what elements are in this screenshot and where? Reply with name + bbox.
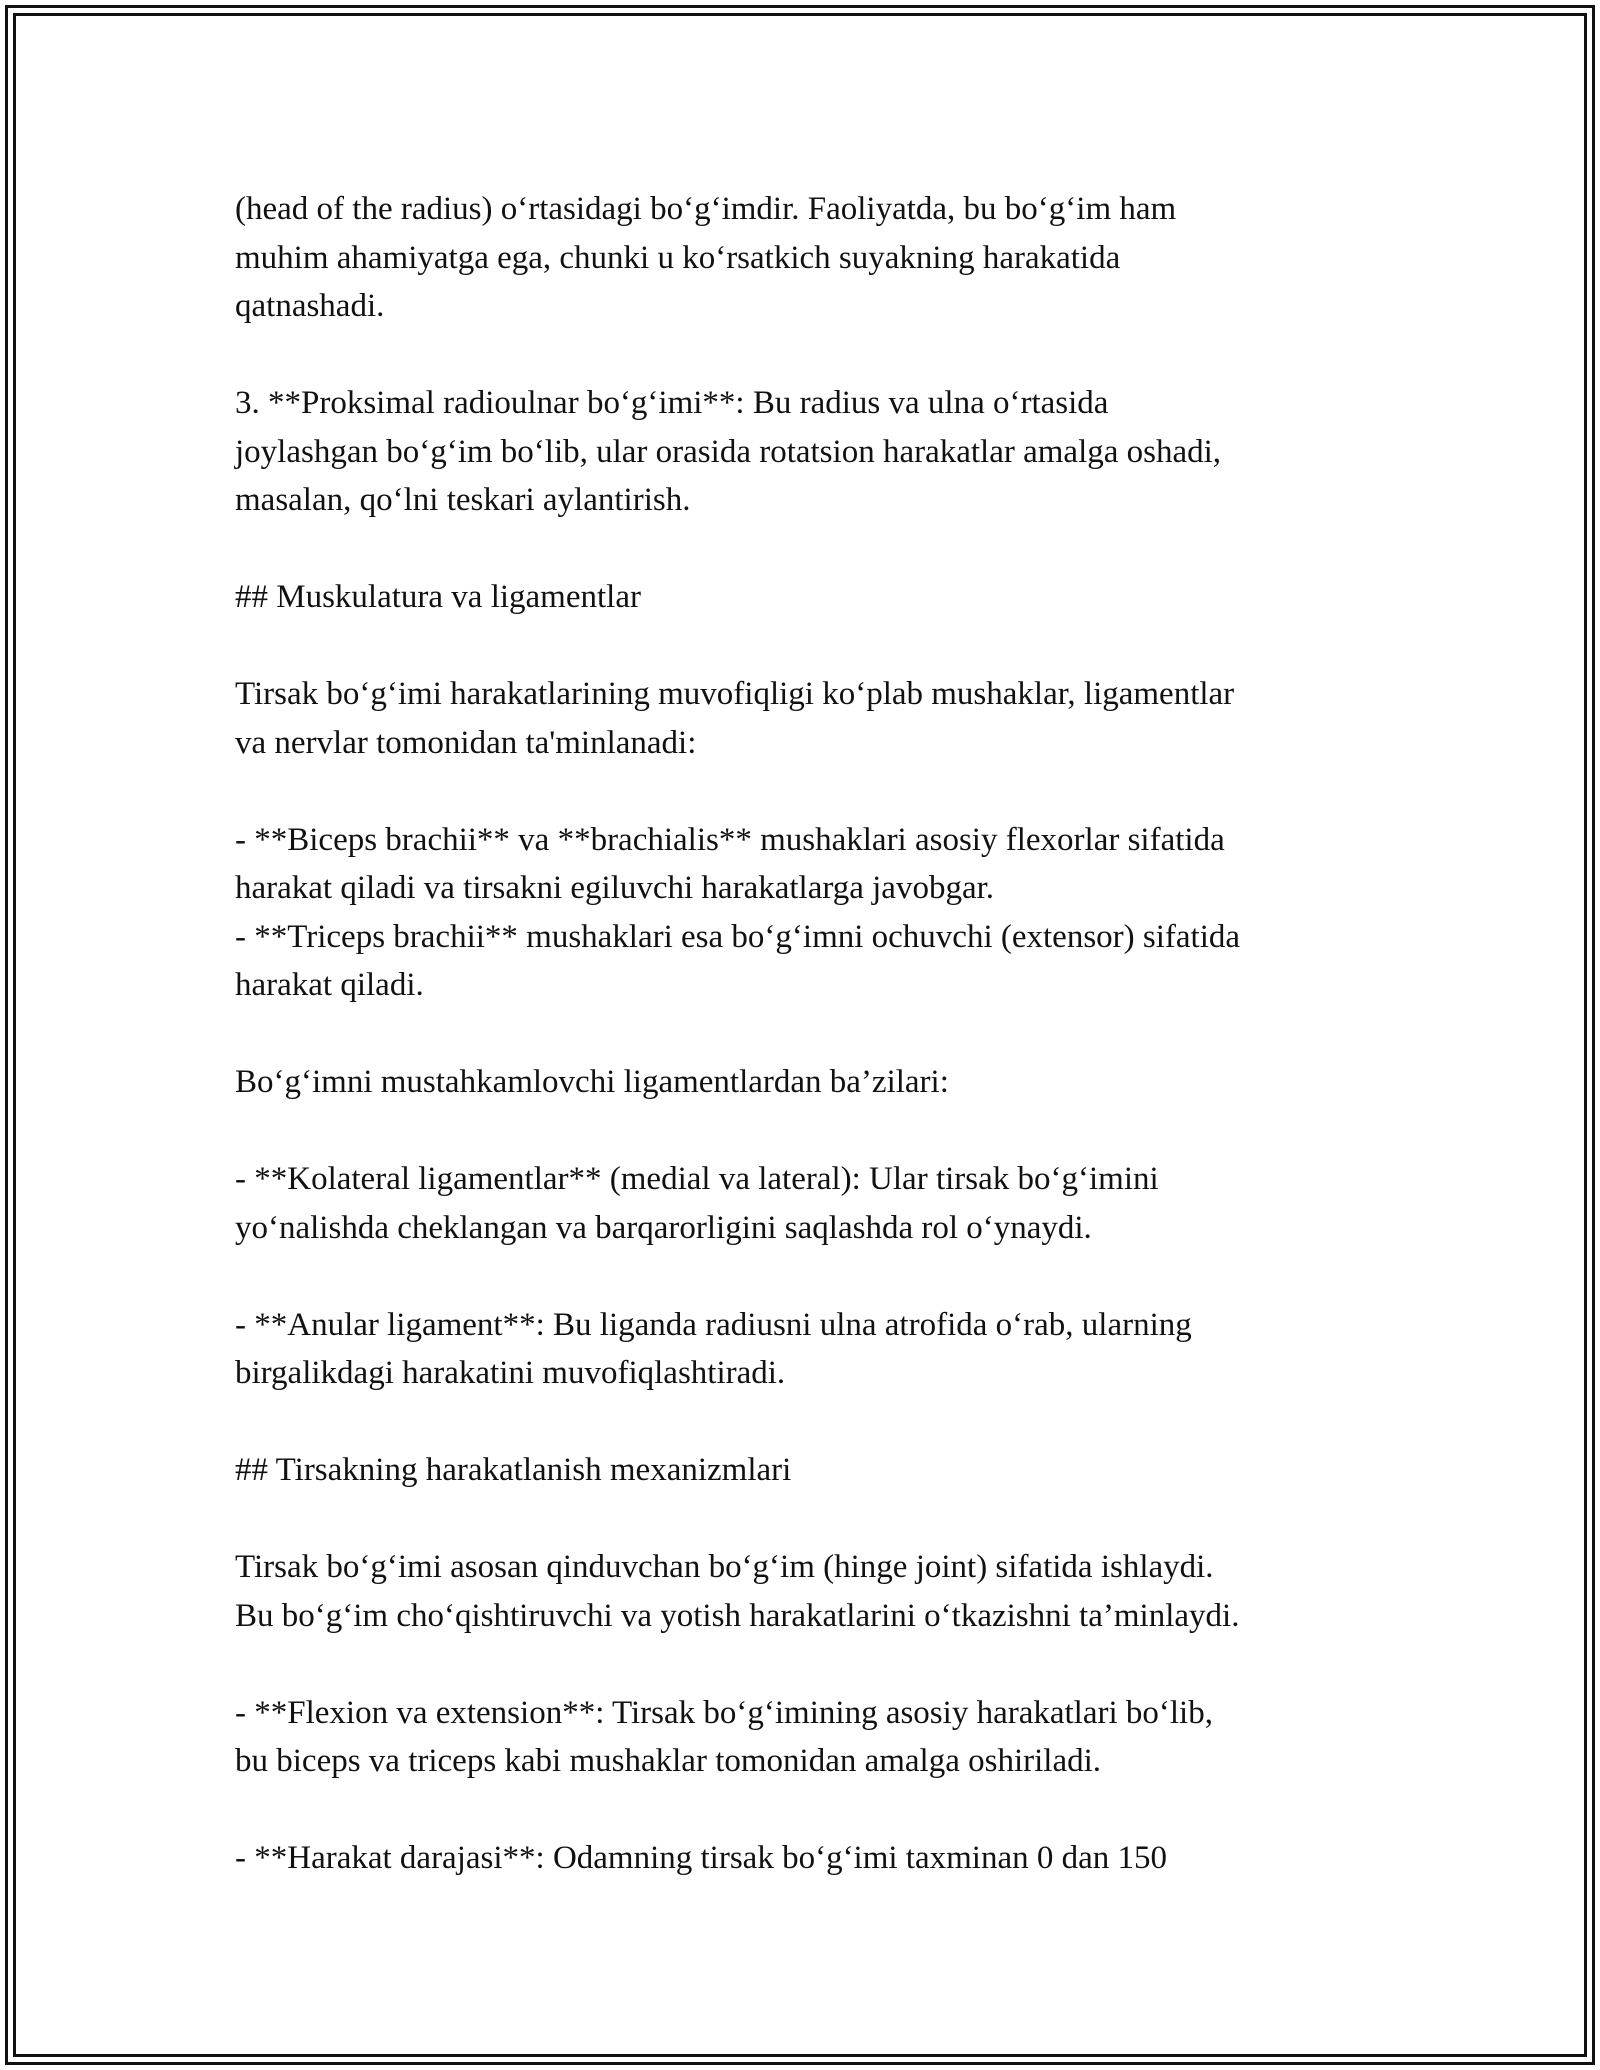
text-line: - **Flexion va extension**: Tirsak bo‘g‘imining asosiy harakatlari bo‘lib, (235, 1694, 1213, 1731)
list-item-harakat-darajasi (235, 1834, 1375, 1883)
list-item-anular (235, 1301, 1375, 1398)
text-line: muhim ahamiyatga ega, chunki u ko‘rsatkich suyakning harakatida (235, 239, 1121, 276)
text-line: Bu bo‘g‘im cho‘qishtiruvchi va yotish harakatlarini o‘tkazishni ta’minlaydi. (235, 1597, 1240, 1634)
text-line: (head of the radius) o‘rtasidagi bo‘g‘imdir. Faoliyatda, bu bo‘g‘im ham (235, 191, 1177, 227)
text-line: Tirsak bo‘g‘imi asosan qinduvchan bo‘g‘im (hinge joint) sifatida ishlaydi. (235, 1549, 1214, 1585)
text-line: bu biceps va triceps kabi mushaklar tomonidan amalga oshiriladi. (235, 1743, 1102, 1779)
list-item-kolateral (235, 1155, 1375, 1252)
list-group-muscles (235, 816, 1375, 1010)
text-line: va nervlar tomonidan ta'minlanadi: (235, 724, 697, 761)
text-paragraph (235, 185, 1375, 331)
list-item-proksimal-radioulnar (235, 379, 1375, 525)
text-line: - **Biceps brachii** va **brachialis** mushaklari asosiy flexorlar sifatida (235, 821, 1225, 858)
text-line: masalan, qo‘lni teskari aylantirish. (235, 482, 691, 518)
text-paragraph (235, 670, 1375, 767)
text-line: qatnashadi. (235, 288, 385, 324)
text-line: - **Kolateral ligamentlar** (medial va lateral): Ular tirsak bo‘g‘imini (235, 1161, 1159, 1197)
text-line: harakat qiladi. (235, 967, 424, 1003)
text-line: 3. **Proksimal radioulnar bo‘g‘imi**: Bu radius va ulna o‘rtasida (235, 385, 1109, 421)
list-item-flexion (235, 1689, 1375, 1786)
text-line: - **Harakat darajasi**: Odamning tirsak bo‘g‘imi taxminan 0 dan 150 (235, 1840, 1168, 1876)
text-line: joylashgan bo‘g‘im bo‘lib, ular orasida rotatsion harakatlar amalga oshadi, (235, 433, 1222, 470)
heading-text: ## Tirsakning harakatlanish mexanizmlari (235, 1452, 792, 1488)
heading-text: ## Muskulatura va ligamentlar (235, 579, 641, 615)
text-paragraph (235, 1058, 1375, 1107)
text-line: - **Anular ligament**: Bu liganda radiusni ulna atrofida o‘rab, ularning (235, 1306, 1192, 1343)
text-line: harakat qiladi va tirsakni egiluvchi harakatlarga javobgar. (235, 870, 995, 906)
text-paragraph (235, 1543, 1375, 1640)
section-heading-mexanizmlari (235, 1446, 1375, 1495)
text-line: Tirsak bo‘g‘imi harakatlarining muvofiqligi ko‘plab mushaklar, ligamentlar (235, 676, 1235, 712)
document-body (235, 185, 1375, 1931)
text-line: Bo‘g‘imni mustahkamlovchi ligamentlardan ba’zilari: (235, 1064, 949, 1100)
text-line: yo‘nalishda cheklangan va barqarorligini saqlashda rol o‘ynaydi. (235, 1209, 1092, 1246)
section-heading-muskulatura (235, 573, 1375, 622)
text-line: - **Triceps brachii** mushaklari esa bo‘g‘imni ochuvchi (extensor) sifatida (235, 918, 1241, 955)
text-line: birgalikdagi harakatini muvofiqlashtiradi. (235, 1355, 786, 1391)
